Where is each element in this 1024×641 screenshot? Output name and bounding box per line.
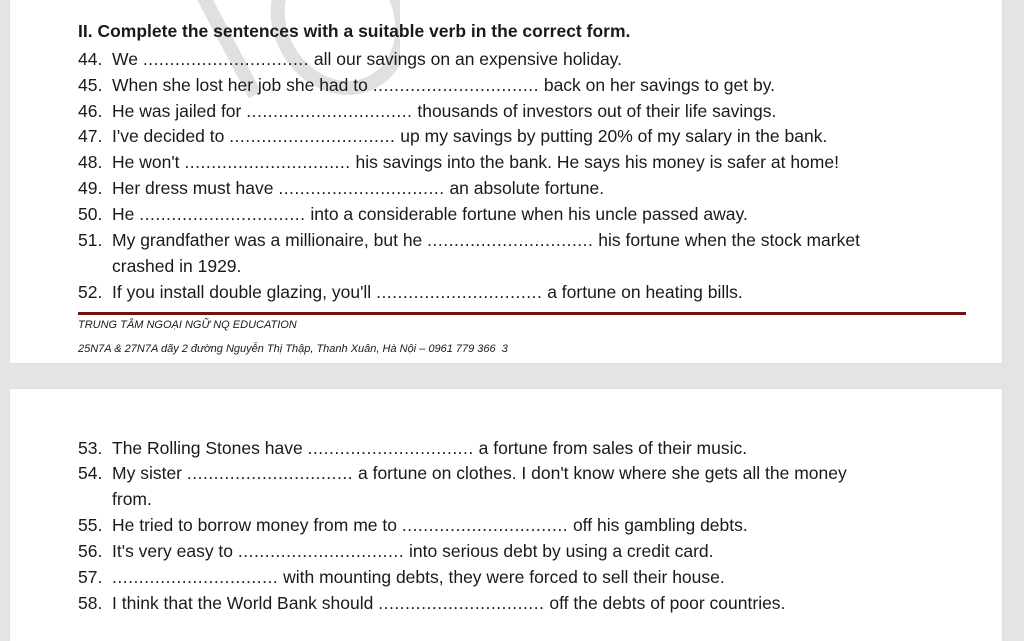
question-51: 51. My grandfather was a millionaire, but he ............................... his fortune when the stock market bbox=[78, 230, 860, 250]
answer-blank-45[interactable]: ............................... bbox=[372, 75, 539, 95]
question-56: 56. It's very easy to ............................... into serious debt by using a credit card. bbox=[78, 541, 714, 561]
answer-blank-50[interactable]: ............................... bbox=[139, 204, 306, 224]
question-51-continuation: crashed in 1929. bbox=[112, 256, 242, 276]
answer-blank-49[interactable]: ............................... bbox=[278, 178, 445, 198]
answer-blank-54[interactable]: ............................... bbox=[186, 463, 354, 483]
answer-blank-46[interactable]: ............................... bbox=[246, 101, 413, 121]
answer-blank-53[interactable]: ............................... bbox=[307, 438, 474, 458]
question-44: 44. We ............................... all our savings on an expensive holiday. bbox=[78, 49, 622, 69]
worksheet-page-2 bbox=[10, 389, 1002, 641]
question-54: 54. My sister ............................... a fortune on clothes. I don't know where she gets all the money bbox=[78, 463, 847, 483]
question-45: 45. When she lost her job she had to ............................... back on her savings to get by. bbox=[78, 75, 776, 95]
footer-address: 25N7A & 27N7A dãy 2 đường Nguyễn Thị Thập, Thanh Xuân, Hà Nội – 0961 779 366 3 bbox=[78, 343, 508, 355]
footer-center-name: TRUNG TÂM NGOẠI NGỮ NQ EDUCATION bbox=[78, 319, 297, 331]
answer-blank-55[interactable]: ............................... bbox=[401, 515, 569, 535]
answer-blank-56[interactable]: ............................... bbox=[237, 541, 405, 561]
page-number: 3 bbox=[501, 343, 508, 355]
question-52: 52. If you install double glazing, you'll ............................... a fortune on heating bills. bbox=[78, 282, 743, 302]
question-55: 55. He tried to borrow money from me to ............................... off his gambling debts. bbox=[78, 515, 748, 535]
question-46: 46. He was jailed for ............................... thousands of investors out of their life savings. bbox=[78, 101, 777, 121]
question-58: 58. I think that the World Bank should ............................... off the debts of poor countries. bbox=[78, 593, 786, 613]
question-49: 49. Her dress must have ............................... an absolute fortune. bbox=[78, 178, 605, 198]
answer-blank-57[interactable]: ............................... bbox=[112, 567, 279, 587]
answer-blank-44[interactable]: ............................... bbox=[142, 49, 310, 69]
question-57: 57. ............................... with mounting debts, they were forced to sell their house. bbox=[78, 567, 725, 587]
answer-blank-52[interactable]: ............................... bbox=[376, 282, 543, 302]
question-48: 48. He won't ............................... his savings into the bank. He says his money is safer at home! bbox=[78, 152, 839, 172]
footer-divider bbox=[78, 312, 966, 315]
answer-blank-48[interactable]: ............................... bbox=[184, 152, 351, 172]
question-50: 50. He ............................... into a considerable fortune when his uncle passed away. bbox=[78, 204, 748, 224]
answer-blank-47[interactable]: ............................... bbox=[229, 126, 396, 146]
exercise-heading: II. Complete the sentences with a suitable verb in the correct form. bbox=[78, 21, 631, 41]
question-47: 47. I've decided to ............................... up my savings by putting 20% of my salary in the bank. bbox=[78, 126, 828, 146]
answer-blank-58[interactable]: ............................... bbox=[378, 593, 545, 613]
worksheet-page-1 bbox=[10, 0, 1002, 363]
question-53: 53. The Rolling Stones have ............................... a fortune from sales of their music. bbox=[78, 438, 748, 458]
question-54-continuation: from. bbox=[112, 489, 152, 509]
answer-blank-51[interactable]: ............................... bbox=[427, 230, 594, 250]
